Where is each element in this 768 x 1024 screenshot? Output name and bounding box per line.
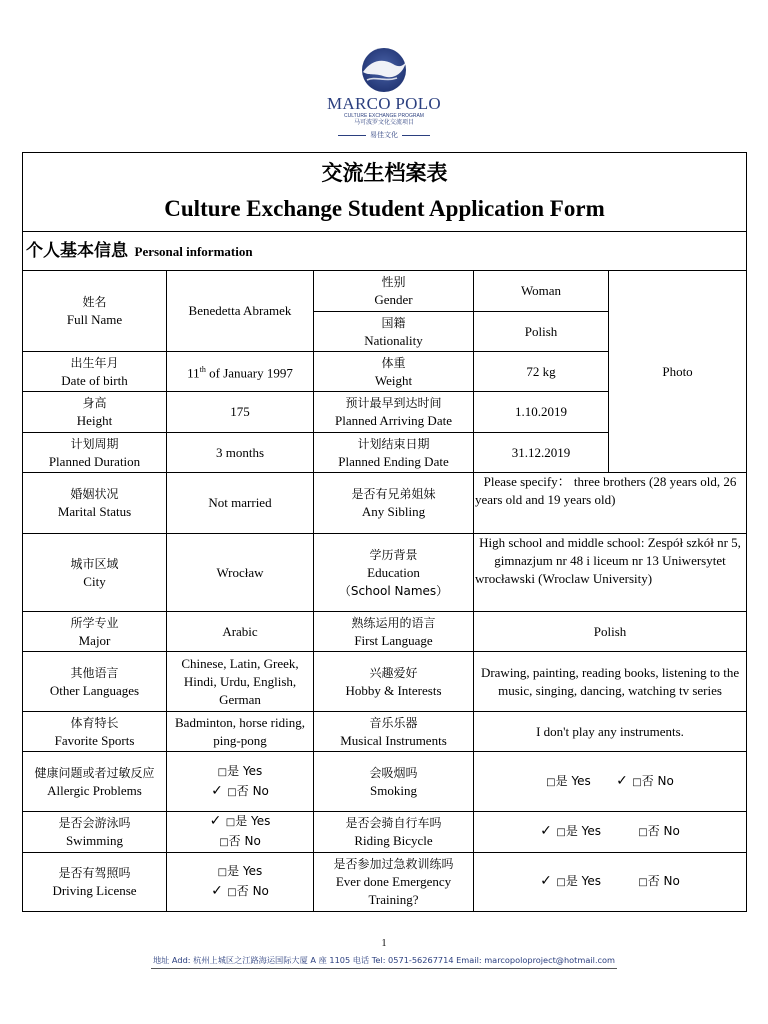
driving-no-option: ✓ □否 No — [211, 883, 269, 899]
label-arriving-date: 预计最早到达时间 Planned Arriving Date — [314, 392, 474, 433]
label-marital-status: 婚姻状况 Marital Status — [23, 473, 167, 534]
label-musical-instruments: 音乐乐器 Musical Instruments — [314, 712, 474, 752]
label-ending-date: 计划结束日期 Planned Ending Date — [314, 433, 474, 473]
value-major: Arabic — [167, 612, 314, 652]
allergic-no-option: ✓ □否 No — [211, 782, 269, 799]
value-marital-status: Not married — [167, 473, 314, 534]
swimming-no-option: □否 No — [219, 834, 261, 848]
footer-address: 地址 Add: 杭州上城区之江路海运国际大厦 A 座 1105 电话 Tel: 0571-56267714 Email: marcopoloproject@hotmail.com — [151, 953, 617, 969]
check-mark-icon: ✓ — [211, 883, 228, 899]
label-date-of-birth: 出生年月 Date of birth — [23, 352, 167, 392]
value-first-language: Polish — [474, 612, 747, 652]
check-mark-icon: ✓ — [211, 782, 228, 799]
label-planned-duration: 计划周期 Planned Duration — [23, 433, 167, 473]
label-other-languages: 其他语言 Other Languages — [23, 652, 167, 712]
label-nationality: 国籍 Nationality — [314, 312, 474, 352]
label-education: 学历背景 Education （School Names） — [314, 534, 474, 612]
page-number: 1 — [381, 938, 387, 949]
value-date-of-birth: 11th of January 1997 — [167, 352, 314, 392]
marco-polo-logo-icon — [353, 46, 415, 94]
label-any-sibling: 是否有兄弟姐妹 Any Sibling — [314, 473, 474, 534]
logo-block — [0, 46, 768, 142]
section-heading: 个人基本信息 Personal information — [23, 232, 747, 271]
smoking-no-option: ✓ □否 No — [616, 772, 674, 789]
value-arriving-date: 1.10.2019 — [474, 392, 609, 433]
brand-subtitle-en: CULTURE EXCHANGE PROGRAM — [344, 113, 424, 119]
form-title-cn: 交流生档案表 — [321, 161, 448, 185]
label-city: 城市区域 City — [23, 534, 167, 612]
label-swimming: 是否会游泳吗 Swimming — [23, 812, 167, 853]
answer-bicycle — [474, 812, 747, 853]
value-full-name: Benedetta Abramek — [167, 271, 314, 352]
answer-driving — [167, 853, 314, 912]
value-favorite-sports: Badminton, horse riding, ping-pong — [167, 712, 314, 752]
value-musical-instruments: I don't play any instruments. — [474, 712, 747, 752]
brand-name: MARCO POLO — [327, 94, 441, 113]
label-gender: 性别 Gender — [314, 271, 474, 312]
brand-tagline: 易佳文化 — [0, 128, 768, 142]
label-height: 身高 Height — [23, 392, 167, 433]
answer-allergic — [167, 752, 314, 812]
label-riding-bicycle: 是否会骑自行车吗 Riding Bicycle — [314, 812, 474, 853]
value-nationality: Polish — [474, 312, 609, 352]
value-gender: Woman — [474, 271, 609, 312]
check-mark-icon: ✓ — [540, 873, 557, 889]
label-driving-license: 是否有驾照吗 Driving License — [23, 853, 167, 912]
value-hobby: Drawing, painting, reading books, listening to the music, singing, dancing, watching tv series — [474, 652, 747, 712]
form-title-en: Culture Exchange Student Application Form — [164, 196, 605, 221]
label-hobby: 兴趣爱好 Hobby & Interests — [314, 652, 474, 712]
label-favorite-sports: 体育特长 Favorite Sports — [23, 712, 167, 752]
label-first-language: 熟练运用的语言 First Language — [314, 612, 474, 652]
value-any-sibling: Please specify： three brothers (28 years old, 26 years old and 19 years old) — [474, 473, 747, 534]
value-height: 175 — [167, 392, 314, 433]
answer-emergency — [474, 853, 747, 912]
check-mark-icon: ✓ — [209, 813, 226, 829]
allergic-yes-option: □是 Yes — [217, 763, 263, 778]
value-planned-duration: 3 months — [167, 433, 314, 473]
page-footer — [0, 938, 768, 969]
value-city: Wrocław — [167, 534, 314, 612]
value-weight: 72 kg — [474, 352, 609, 392]
tagline-rule-left — [338, 135, 366, 136]
bicycle-no-option: □否 No — [638, 824, 680, 838]
label-weight: 体重 Weight — [314, 352, 474, 392]
value-other-languages: Chinese, Latin, Greek, Hindi, Urdu, English, German — [167, 652, 314, 712]
driving-yes-option: □是 Yes — [217, 864, 263, 878]
answer-smoking — [474, 752, 747, 812]
smoking-yes-option: □是 Yes — [546, 773, 591, 788]
label-emergency-training: 是否参加过急救训练吗 Ever done Emergency Training? — [314, 853, 474, 912]
application-form-table — [22, 152, 747, 912]
value-ending-date: 31.12.2019 — [474, 433, 609, 473]
brand-subtitle-cn: 马可波罗文化交流项目 — [353, 119, 414, 126]
label-major: 所学专业 Major — [23, 612, 167, 652]
swimming-yes-option: ✓ □是 Yes — [209, 813, 271, 829]
value-education: High school and middle school: Zespół szkół nr 5, gimnazjum nr 48 i liceum nr 13 Uniwersytet wrocławski (Wroclaw University) — [474, 534, 747, 612]
emergency-no-option: □否 No — [638, 874, 680, 888]
bicycle-yes-option: ✓ □是 Yes — [540, 823, 601, 839]
form-title-cell — [23, 153, 747, 232]
emergency-yes-option: ✓ □是 Yes — [540, 873, 601, 889]
check-mark-icon: ✓ — [540, 823, 557, 839]
answer-swimming — [167, 812, 314, 853]
label-full-name: 姓名 Full Name — [23, 271, 167, 352]
photo-cell: Photo — [609, 271, 747, 473]
tagline-rule-right — [402, 135, 430, 136]
label-smoking: 会吸烟吗 Smoking — [314, 752, 474, 812]
check-mark-icon: ✓ — [616, 772, 633, 789]
label-allergic-problems: 健康问题或者过敏反应 Allergic Problems — [23, 752, 167, 812]
